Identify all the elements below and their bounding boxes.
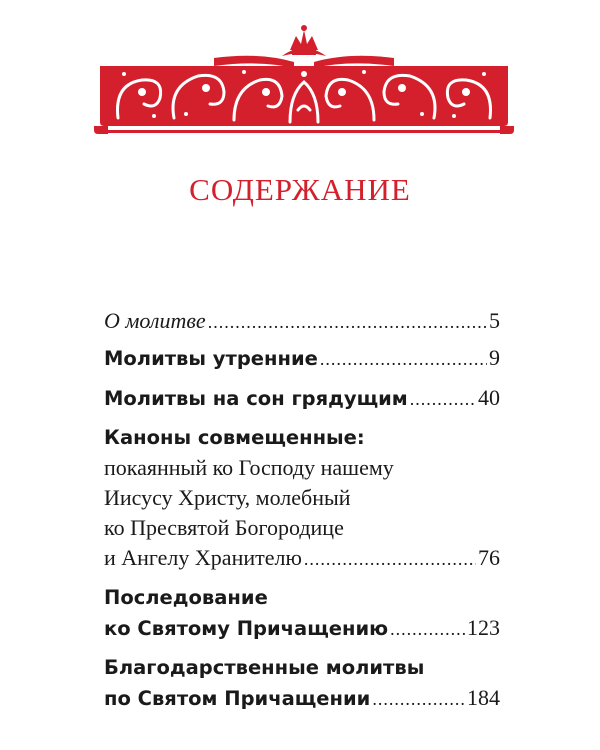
toc-entry-title: Молитвы на сон грядущим (104, 387, 408, 410)
toc-entry-molitvy-na-son[interactable] (104, 383, 500, 414)
toc-entry-last-line: и Ангелу Хранителю (104, 545, 302, 570)
toc-entry-title: Молитвы утренние (104, 347, 318, 370)
dot-leader (410, 384, 476, 414)
toc-entry-page: 184 (467, 685, 500, 710)
toc-entry-last-line: по Святом Причащении (104, 687, 371, 710)
toc-entry-blagodarstvennye[interactable] (104, 653, 500, 714)
toc-entry-subline: ко Пресвятой Богородице (104, 515, 344, 540)
toc-entry-molitvy-utrennie[interactable] (104, 343, 500, 374)
toc-entry-subline: покаянный ко Господу нашему (104, 455, 394, 480)
dot-leader (390, 614, 465, 644)
page-title: СОДЕРЖАНИЕ (189, 172, 411, 207)
toc-entry-page: 76 (478, 545, 500, 570)
header-ornament (94, 22, 514, 140)
toc-entry-last-line: ко Святому Причащению (104, 617, 389, 640)
toc-entry-heading: Последование (104, 586, 268, 609)
toc-entry-posledovanie[interactable] (104, 583, 500, 644)
dot-leader (208, 307, 487, 337)
dot-leader (304, 544, 476, 574)
toc-entry-page: 123 (467, 615, 500, 640)
toc-entry-title: О молитве (104, 308, 206, 333)
dot-leader (320, 344, 487, 374)
table-of-contents (104, 306, 500, 723)
toc-entry-page: 9 (489, 345, 500, 370)
toc-entry-page: 5 (489, 308, 500, 333)
toc-entry-kanony[interactable] (104, 423, 500, 574)
toc-entry-page: 40 (478, 385, 500, 410)
toc-entry-subline: Иисусу Христу, молебный (104, 485, 351, 510)
dot-leader (372, 684, 465, 714)
toc-entry-heading: Каноны совмещенные: (104, 426, 365, 449)
toc-entry-o-molitve[interactable] (104, 306, 500, 337)
toc-entry-heading: Благодарственные молитвы (104, 656, 425, 679)
